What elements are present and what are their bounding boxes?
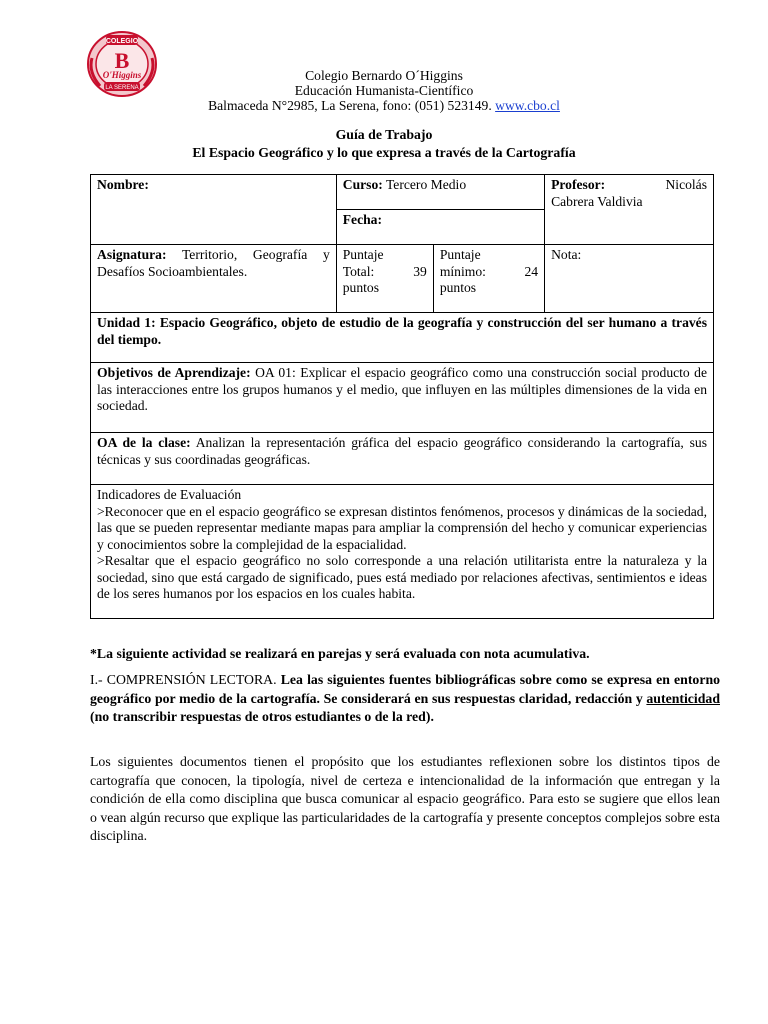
unidad-cell (91, 313, 714, 363)
oa-clase-text: Analizan la representación gráfica del espacio geográfico considerando la cartografía, sus técnicas y sus coordinadas geográficas. (97, 435, 707, 467)
nombre-label: Nombre: (97, 177, 149, 192)
unidad-text: Unidad 1: Espacio Geográfico, objeto de estudio de la geografía y construcción del ser humano a través del tiempo. (97, 315, 707, 347)
school-website-link[interactable]: www.cbo.cl (495, 98, 560, 113)
school-track: Educación Humanista-Científico (294, 83, 474, 98)
puntaje-min-value: 24 (524, 263, 539, 279)
puntaje-min-l3: puntos (439, 280, 477, 295)
section-one-instructions (90, 671, 720, 727)
school-header (0, 68, 768, 113)
indicadores-title: Indicadores de Evaluación (97, 487, 242, 502)
puntaje-min-cell (433, 245, 544, 313)
nota-cell[interactable] (545, 245, 714, 313)
puntaje-total-l3: puntos (342, 280, 380, 295)
instructions-part-b: (no transcribir respuestas de otros estudiantes o de la red). (90, 709, 434, 724)
puntaje-total-l2: Total: (342, 263, 375, 279)
puntaje-min-l1: Puntaje (439, 247, 481, 262)
school-name: Colegio Bernardo O´Higgins (305, 68, 463, 83)
objetivos-text: OA 01: Explicar el espacio geográfico como una construcción social producto de las interacciones entre los grupos humanos y el medio, que influyen en las múltiples dimensiones de la vida en sociedad. (97, 365, 707, 413)
activity-note: *La siguiente actividad se realizará en parejas y será evaluada con nota acumulativa. (90, 646, 590, 661)
asignatura-value: Territorio, Geografía y Desafíos Socioambientales. (97, 247, 330, 279)
profesor-value-first: Nicolás (665, 177, 707, 192)
puntaje-total-l1: Puntaje (342, 247, 384, 262)
profesor-value-rest: Cabrera Valdivia (551, 193, 643, 209)
info-table (90, 174, 714, 619)
asignatura-label: Asignatura: (97, 247, 167, 262)
instructions-underlined: autenticidad (646, 690, 720, 706)
school-address: Balmaceda N°2985, La Serena, fono: (051) 523149. (208, 98, 492, 113)
document-titles (0, 126, 768, 162)
asignatura-cell (91, 245, 337, 313)
curso-cell (336, 175, 544, 210)
instructions-part-a: Lea las siguientes fuentes bibliográficas sobre como se expresa en entorno geográfico por medio de la cartografía. Se considerará en sus respuestas claridad, redacción y (90, 672, 721, 706)
puntaje-total-cell (336, 245, 433, 313)
puntaje-total-value: 39 (413, 263, 427, 279)
oa-clase-cell (91, 433, 714, 485)
fecha-label: Fecha: (342, 212, 383, 227)
school-address-line (0, 98, 768, 113)
nota-label: Nota: (551, 247, 582, 262)
section-one-paragraph: Los siguientes documentos tienen el propósito que los estudiantes reflexionen sobre los distintos tipos de cartografía que conocen, la tipología, nivel de certeza e intencionalidad de la información que entregan y la condición de ella como disciplina que busca comunicar al espacio geográfico. Para esto se sugiere que ellos lean o vean algún recurso que explique las particularidades de la cartografía y presente conceptos complejos sobre esta disciplina. (90, 754, 720, 843)
logo-name: O'Higgins (102, 70, 142, 80)
guide-title: Guía de Trabajo (335, 127, 433, 142)
curso-value: Tercero Medio (385, 177, 467, 192)
profesor-cell (545, 175, 714, 245)
nombre-cell[interactable] (91, 175, 337, 245)
logo-bottom-text: LA SERENA (105, 85, 139, 91)
objetivos-cell (91, 363, 714, 433)
curso-label: Curso: (342, 177, 383, 192)
puntaje-min-l2: mínimo: (439, 263, 486, 279)
logo-top-text: COLEGIO (105, 38, 139, 45)
logo-letter: B (114, 48, 130, 73)
profesor-label: Profesor: (551, 177, 606, 192)
indicador-item: >Reconocer que en el espacio geográfico se expresan distintos fenómenos, procesos y dinámicas de la sociedad, las que se pueden representar mediante mapas para ampliar la comprensión del hecho y comunicar experiencias y conocimientos sobre la complejidad de la espacialidad. (97, 503, 707, 552)
section-one-heading: I.- COMPRENSIÓN LECTORA. (90, 672, 277, 687)
guide-topic: El Espacio Geográfico y lo que expresa a través de la Cartografía (192, 145, 576, 160)
indicador-item: >Resaltar que el espacio geográfico no solo corresponde a una relación utilitarista entre la naturaleza y la sociedad, sino que está cargado de significado, pues está mediado por relaciones afectivas, sentimientos e ideas de los seres humanos por los espacios en los cuales habita. (97, 553, 707, 601)
oa-clase-label: OA de la clase: (97, 435, 191, 450)
indicadores-cell (91, 485, 714, 619)
objetivos-label: Objetivos de Aprendizaje: (97, 365, 251, 380)
fecha-cell[interactable] (336, 210, 544, 245)
